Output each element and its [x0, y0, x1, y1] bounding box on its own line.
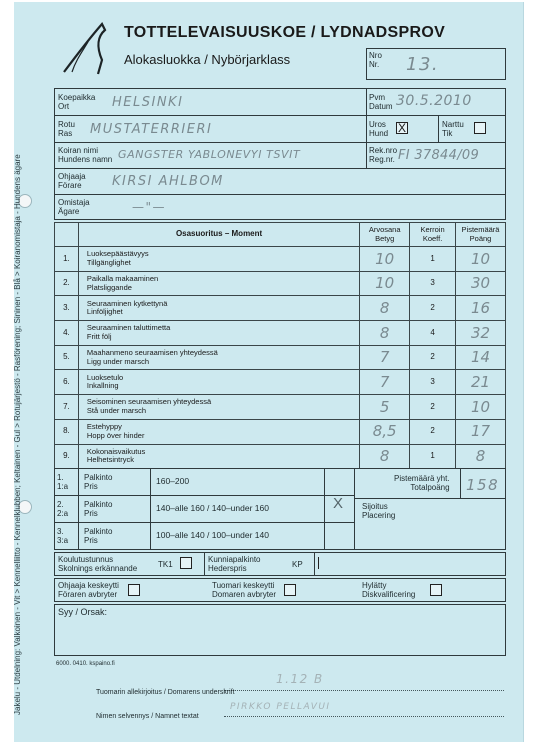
tuomari-keskeytti-label: Tuomari keskeytti Domaren avbryter	[212, 581, 277, 599]
judge-sign-value[interactable]: 1.12 B	[276, 672, 324, 686]
moment-label: Seuraaminen taluttimetta Fritt följ	[78, 321, 359, 346]
ohjaaja-label: Ohjaaja Förare	[58, 172, 86, 190]
moment-grade[interactable]: 7	[360, 345, 410, 370]
moment-points[interactable]: 16	[456, 296, 506, 321]
koulutustunnus-label: Koulutustunnus Skolnings erkännande	[58, 555, 138, 573]
total-value[interactable]: 158	[466, 476, 500, 494]
moment-coef: 2	[410, 395, 456, 420]
tk1-label: TK1	[158, 560, 173, 569]
moment-coef: 3	[410, 370, 456, 395]
omistaja-label: Omistaja Ägare	[58, 198, 90, 216]
distribution-note: Jakelu - Utdelning: Valkoinen - Vit > Kennelliitto - Kennelklubben; Keltainen - Gul > Rotujärjestö - Rasförening; Sininen - Blå > Koiranomistaja - Hundens ägare	[13, 154, 22, 715]
moment-label: Luoksetulo Inkallning	[78, 370, 359, 395]
judge-name-label: Nimen selvennys / Namnet textat	[96, 713, 199, 720]
rotu-label: Rotu Ras	[58, 120, 75, 138]
moment-grade[interactable]: 5	[360, 395, 410, 420]
koiran-nimi-label: Koiran nimi Hundens namn	[58, 146, 113, 164]
syy-label: Syy / Orsak:	[58, 607, 108, 617]
moment-label: Estehyppy Hopp över hinder	[78, 419, 359, 444]
moment-row	[55, 271, 506, 296]
narttu-label: Narttu Tik	[442, 120, 464, 138]
moment-grade[interactable]: 8	[360, 444, 410, 469]
moment-points[interactable]: 10	[456, 395, 506, 420]
prize-number: 3. 3:a	[57, 527, 69, 545]
col-moment: Osasuoritus – Moment	[78, 223, 359, 247]
judge-sign-label: Tuomarin allekirjoitus / Domarens underskrift	[96, 689, 235, 696]
moment-label: Kokonaisvaikutus Helhetsintryck	[78, 444, 359, 469]
moment-number: 4.	[55, 321, 79, 346]
prize-range: 100–alle 140 / 100–under 140	[156, 530, 269, 540]
koepaikka-value[interactable]: HELSINKI	[112, 95, 184, 110]
prize-label: Palkinto Pris	[84, 527, 113, 545]
moment-row	[55, 321, 506, 346]
judge-sign-line	[224, 690, 504, 691]
moment-points[interactable]: 8	[456, 444, 506, 469]
ohjaaja-keskeytti-label: Ohjaaja keskeytti Föraren avbryter	[58, 581, 119, 599]
moment-grade[interactable]: 10	[360, 247, 410, 272]
moment-row	[55, 419, 506, 444]
moment-points[interactable]: 21	[456, 370, 506, 395]
moment-coef: 4	[410, 321, 456, 346]
moment-row	[55, 370, 506, 395]
moment-points[interactable]: 14	[456, 345, 506, 370]
moment-label: Seisominen seuraamisen yhteydessä Stå under marsch	[78, 395, 359, 420]
prize-label: Palkinto Pris	[84, 473, 113, 491]
ohjaaja-keskeytti-checkbox[interactable]	[128, 584, 140, 596]
prize-label: Palkinto Pris	[84, 500, 113, 518]
moment-row	[55, 345, 506, 370]
moment-coef: 2	[410, 345, 456, 370]
moment-number: 2.	[55, 271, 79, 296]
pvm-value[interactable]: 30.5.2010	[396, 93, 472, 109]
moment-points[interactable]: 30	[456, 271, 506, 296]
moment-row	[55, 395, 506, 420]
moment-number: 7.	[55, 395, 79, 420]
moment-points[interactable]: 17	[456, 419, 506, 444]
moment-grade[interactable]: 8	[360, 296, 410, 321]
kp-box[interactable]	[318, 557, 319, 569]
prize-mark[interactable]: X	[333, 495, 344, 512]
moment-number: 8.	[55, 419, 79, 444]
moment-number: 5.	[55, 345, 79, 370]
moment-grade[interactable]: 10	[360, 271, 410, 296]
form-title: TOTTELEVAISUUSKOE / LYDNADSPROV	[124, 24, 446, 41]
reknro-value[interactable]: FI 37844/09	[398, 148, 480, 163]
kunnia-label: Kunniapalkinto Hederspris	[208, 555, 261, 573]
uros-checkbox[interactable]: X	[398, 121, 407, 135]
moment-coef: 1	[410, 444, 456, 469]
moment-number: 1.	[55, 247, 79, 272]
koiran-nimi-value[interactable]: GANGSTER YABLONEVYI TSVIT	[118, 148, 301, 161]
nro-value[interactable]: 13.	[406, 54, 440, 75]
prize-number: 1. 1:a	[57, 473, 69, 491]
prize-number: 2. 2:a	[57, 500, 69, 518]
reason-box	[54, 604, 506, 656]
nro-label: Nro Nr.	[369, 51, 382, 69]
form-subtitle: Alokasluokka / Nybörjarklass	[124, 52, 291, 67]
placing-label: Sijoitus Placering	[362, 502, 396, 520]
kp-label: KP	[292, 560, 303, 569]
moment-row	[55, 296, 506, 321]
judge-name-line	[224, 716, 504, 717]
moment-coef: 1	[410, 247, 456, 272]
hylatty-label: Hylätty Diskvalificering	[362, 581, 416, 599]
prize-range: 140–alle 160 / 140–under 160	[156, 503, 269, 513]
koepaikka-label: Koepaikka Ort	[58, 93, 96, 111]
moment-label: Paikalla makaaminen Platsliggande	[78, 271, 359, 296]
moment-grade[interactable]: 7	[360, 370, 410, 395]
moment-number: 3.	[55, 296, 79, 321]
reknro-label: Rek.nro Reg.nr.	[369, 146, 398, 164]
tuomari-keskeytti-checkbox[interactable]	[284, 584, 296, 596]
moment-row	[55, 444, 506, 469]
narttu-checkbox[interactable]	[474, 122, 486, 134]
prize-range: 160–200	[156, 476, 190, 486]
col-grade: Arvosana Betyg	[360, 223, 410, 247]
col-coef: Kerroin Koeff.	[410, 223, 456, 247]
uros-label: Uros Hund	[369, 120, 389, 138]
tk1-checkbox[interactable]	[180, 557, 192, 569]
moment-points[interactable]: 10	[456, 247, 506, 272]
ohjaaja-value[interactable]: KIRSI AHLBOM	[112, 174, 224, 189]
pvm-label: Pvm Datum	[369, 93, 393, 111]
moment-table	[54, 222, 506, 469]
moment-points[interactable]: 32	[456, 321, 506, 346]
moment-grade[interactable]: 8	[360, 321, 410, 346]
moment-label: Seuraaminen kytkettynä Linföljighet	[78, 296, 359, 321]
moment-coef: 2	[410, 419, 456, 444]
total-label: Pistemäärä yht. Totalpoäng	[394, 474, 450, 492]
moment-number: 6.	[55, 370, 79, 395]
moment-coef: 3	[410, 271, 456, 296]
print-code: 6000. 0410. kspaino.fi	[56, 661, 115, 667]
omistaja-value[interactable]: —"—	[132, 200, 167, 214]
col-points: Pistemäärä Poäng	[456, 223, 506, 247]
moment-number: 9.	[55, 444, 79, 469]
moment-row	[55, 247, 506, 272]
moment-label: Maahanmeno seuraamisen yhteydessä Ligg under marsch	[78, 345, 359, 370]
dog-head-logo	[58, 16, 110, 78]
rotu-value[interactable]: MUSTATERRIERI	[90, 122, 213, 137]
hylatty-checkbox[interactable]	[430, 584, 442, 596]
moment-grade[interactable]: 8,5	[360, 419, 410, 444]
judge-name-value[interactable]: PIRKKO PELLAVUI	[230, 702, 331, 712]
moment-coef: 2	[410, 296, 456, 321]
moment-label: Luoksepäästävyys Tillgänglighet	[78, 247, 359, 272]
